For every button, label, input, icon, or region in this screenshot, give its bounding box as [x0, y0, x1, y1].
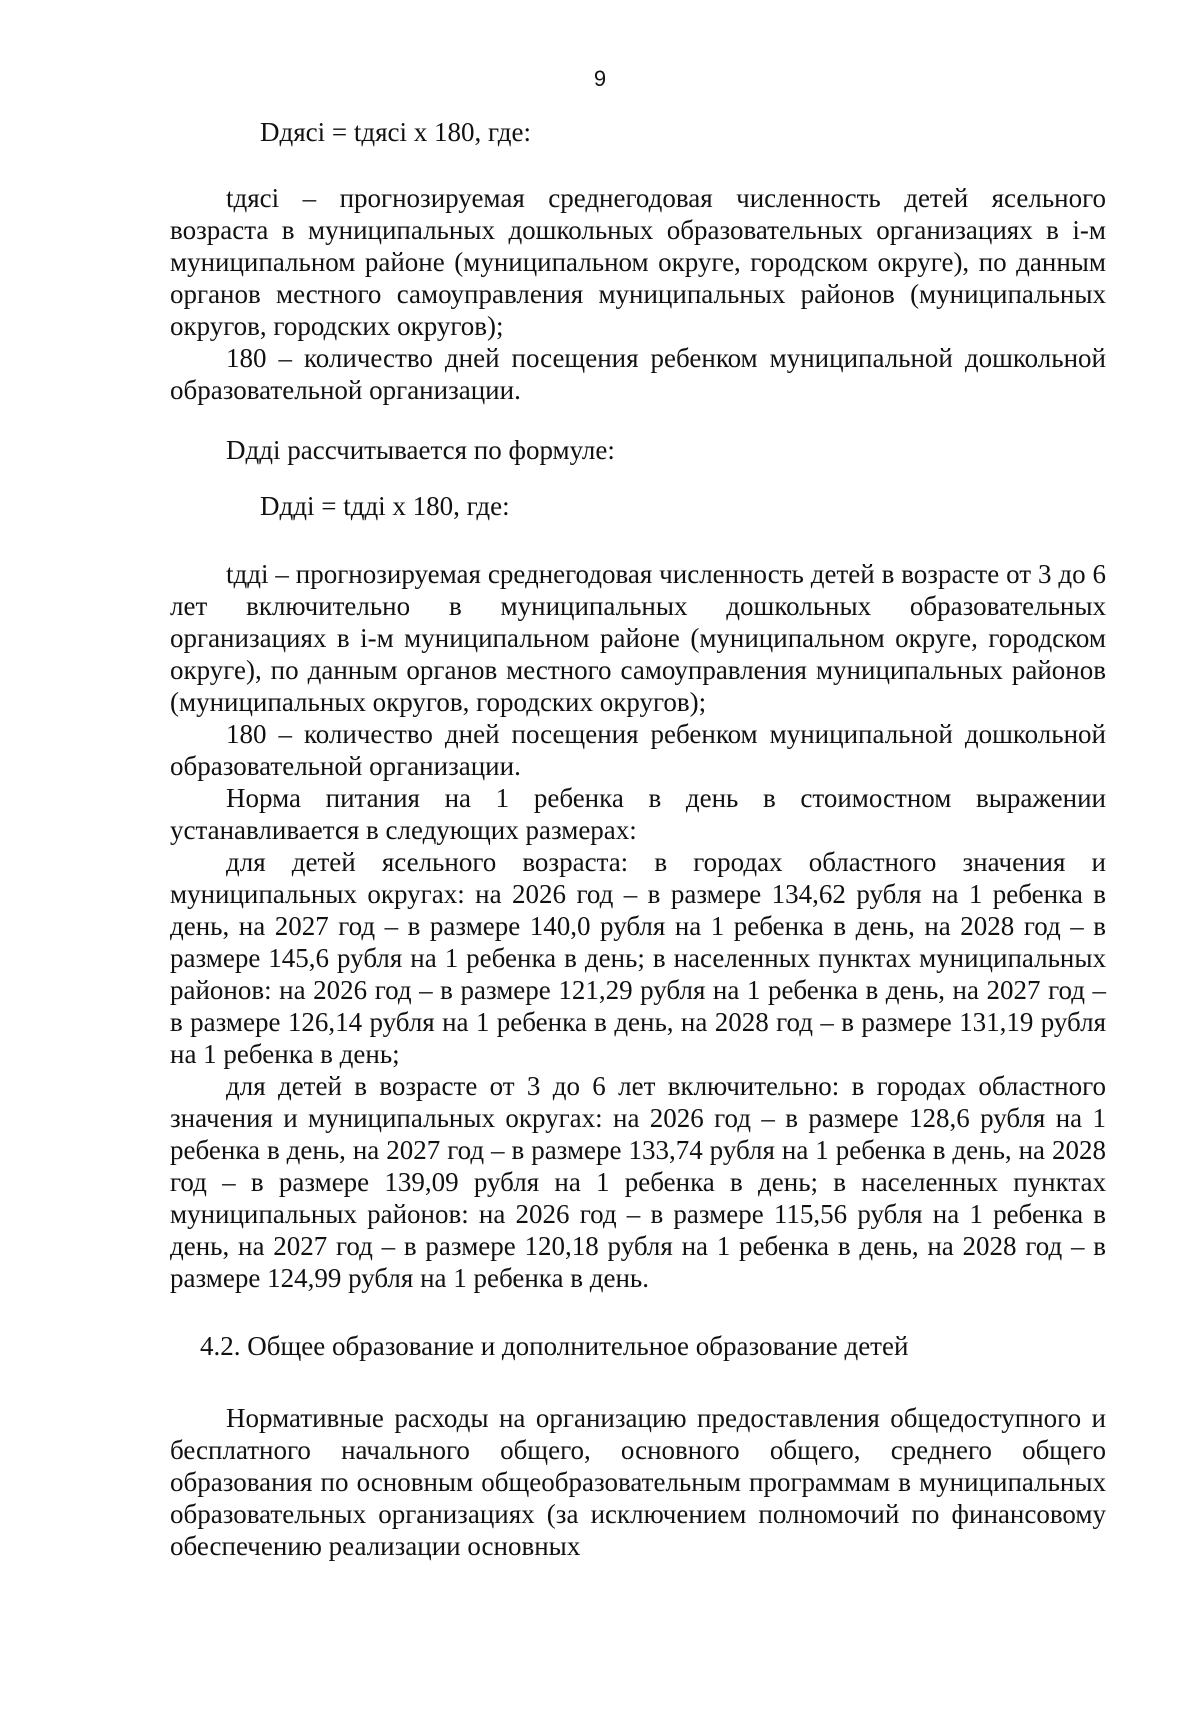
nutrition-norm-intro: Норма питания на 1 ребенка в день в стоимостном выражении устанавливается в следующих размерах: [170, 783, 1106, 845]
nutrition-norm-3-6: для детей в возрасте от 3 до 6 лет включительно: в городах областного значения и муниципальных округах: на 2026 год – в размере 128,6 рубля на 1 ребенка в день, на 2027 год – в размере 133,74 рубля на 1 ребенка в день, на 2028 год – в размере 139,09 рубля на 1 ребенка в день; в населенных пунктах муниципальных районов: на 2026 год – в размере 115,56 рубля на 1 ребенка в день, на 2027 год – в размере 120,18 рубля на 1 ребенка в день, на 2028 год – в размере 124,99 рубля на 1 ребенка в день. [170, 1071, 1106, 1293]
definition-tdyasi: tдясi – прогнозируемая среднегодовая численность детей ясельного возраста в муниципальных дошкольных образовательных организациях в i-м муниципальном районе (муниципальном округе, городском округе), по данным органов местного самоуправления муниципальных районов (муниципальных округов, городских округов); [170, 183, 1106, 341]
page-number: 9 [593, 66, 607, 91]
formula-intro-dddi: Dддi рассчитывается по формуле: [226, 435, 615, 465]
formula-dyasi: Dдясi = tдясi x 180, где: [260, 117, 531, 147]
document-body [170, 116, 1106, 1562]
days-attendance-note-1: 180 – количество дней посещения ребенком муниципальной дошкольной образовательной организации. [170, 343, 1106, 405]
section-heading-4-2: 4.2. Общее образование и дополнительное образование детей [200, 1331, 909, 1361]
definition-tddi: tддi – прогнозируемая среднегодовая численность детей в возрасте от 3 до 6 лет включительно в муниципальных дошкольных образовательных организациях в i-м муниципальном районе (муниципальном округе, городском округе), по данным органов местного самоуправления муниципальных районов (муниципальных округов, городских округов); [170, 559, 1106, 717]
days-attendance-note-2: 180 – количество дней посещения ребенком муниципальной дошкольной образовательной организации. [170, 719, 1106, 781]
formula-dddi: Dддi = tддi x 180, где: [260, 491, 510, 521]
normative-expenses-paragraph: Нормативные расходы на организацию предоставления общедоступного и бесплатного начального общего, основного общего, среднего общего образования по основным общеобразовательным программам в муниципальных образовательных организациях (за исключением полномочий по финансовому обеспечению реализации основных [170, 1403, 1106, 1561]
nutrition-norm-nursery: для детей ясельного возраста: в городах областного значения и муниципальных округах: на 2026 год – в размере 134,62 рубля на 1 ребенка в день, на 2027 год – в размере 140,0 рубля на 1 ребенка в день, на 2028 год – в размере 145,6 рубля на 1 ребенка в день; в населенных пунктах муниципальных районов: на 2026 год – в размере 121,29 рубля на 1 ребенка в день, на 2027 год – в размере 126,14 рубля на 1 ребенка в день, на 2028 год – в размере 131,19 рубля на 1 ребенка в день; [170, 847, 1106, 1069]
